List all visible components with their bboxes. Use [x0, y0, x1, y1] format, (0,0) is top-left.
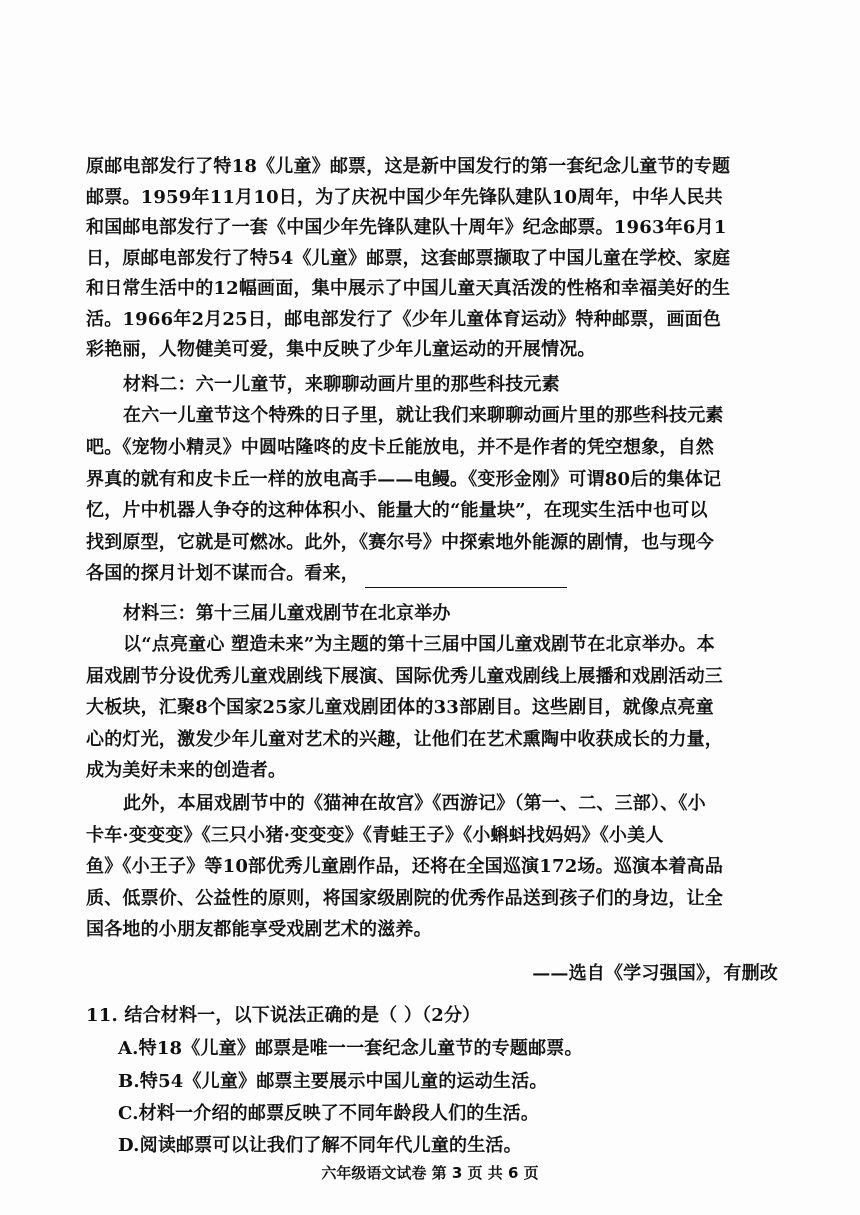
material3-line: 大板块，汇聚8个国家25家儿童戏剧团体的33部剧目。这些剧目，就像点亮童	[86, 697, 714, 718]
material1-line: 原邮电部发行了特18《儿童》邮票，这是新中国发行的第一套纪念儿童节的专题	[86, 156, 731, 177]
material2-line: 界真的就有和皮卡丘一样的放电高手——电鳗。《变形金刚》可谓80后的集体记	[86, 469, 722, 490]
material3-line: 质、低票价、公益性的原则，将国家级剧院的优秀作品送到孩子们的身边，让全	[86, 888, 723, 909]
material2-line: 忆，片中机器人争夺的这种体积小、能量大的“能量块”，在现实生活中也可以	[86, 500, 708, 521]
question-11-stem: 11. 结合材料一，以下说法正确的是（ ）（2分）	[86, 1005, 481, 1026]
option-c[interactable]: C.材料一介绍的邮票反映了不同年龄段人们的生活。	[118, 1103, 540, 1124]
material3-line: 成为美好未来的创造者。	[86, 760, 287, 781]
material1-line: 活。1966年2月25日，邮电部发行了《少年儿童体育运动》特种邮票，画面色	[86, 309, 722, 330]
option-a[interactable]: A.特18《儿童》邮票是唯一一套纪念儿童节的专题邮票。	[118, 1038, 583, 1059]
material1-line: 日，原邮电部发行了特54《儿童》邮票，这套邮票撷取了中国儿童在学校、家庭	[86, 248, 731, 269]
material3-line: 此外，本届戏剧节中的《猫神在故宫》《西游记》（第一、二、三部）、《小	[123, 793, 706, 814]
material3-line: 心的灯光，激发少年儿童对艺术的兴趣，让他们在艺术熏陶中收获成长的力量，	[86, 729, 723, 750]
material2-last-line	[86, 560, 776, 588]
material3-line: 卡车·变变变》《三只小猪·变变变》《青蛙王子》《小蝌蚪找妈妈》《小美人	[86, 825, 664, 846]
material3-line: 国各地的小朋友都能享受戏剧艺术的滋养。	[86, 919, 432, 940]
material2-line: 在六一儿童节这个特殊的日子里，就让我们来聊聊动画片里的那些科技元素	[123, 405, 724, 426]
option-b[interactable]: B.特54《儿童》邮票主要展示中国儿童的运动生活。	[118, 1071, 548, 1092]
material3-line: 鱼》《小王子》等10部优秀儿童剧作品，还将在全国巡演172场。巡演本着高品	[86, 856, 724, 877]
material3-line: 届戏剧节分设优秀儿童戏剧线下展演、国际优秀儿童戏剧线上展播和戏剧活动三	[86, 666, 723, 687]
material3-heading: 材料三：第十三届儿童戏剧节在北京举办	[123, 603, 451, 624]
option-d[interactable]: D.阅读邮票可以让我们了解不同年代儿童的生活。	[118, 1135, 522, 1156]
material1-line: 和日常生活中的12幅画面，集中展示了中国儿童天真活泼的性格和幸福美好的生	[86, 278, 731, 299]
material1-line: 和国邮电部发行了一套《中国少年先锋队建队十周年》纪念邮票。1963年6月1	[86, 217, 727, 238]
answer-blank[interactable]	[365, 569, 567, 588]
material2-line: 找到原型，它就是可燃冰。此外，《赛尔号》中探索地外能源的剧情，也与现今	[86, 532, 714, 553]
page-footer: 六年级语文试卷 第 3 页 共 6 页	[321, 1164, 539, 1182]
material3-line: 以“点亮童心 塑造未来”为主题的第十三届中国儿童戏剧节在北京举办。本	[123, 634, 715, 655]
material1-line: 彩艳丽，人物健美可爱，集中反映了少年儿童运动的开展情况。	[86, 339, 596, 360]
source-citation: ——选自《学习强国》，有删改	[532, 963, 778, 984]
material2-heading: 材料二：六一儿童节，来聊聊动画片里的那些科技元素	[123, 374, 560, 395]
material1-line: 邮票。1959年11月10日，为了庆祝中国少年先锋队建队10周年，中华人民共	[86, 187, 723, 208]
material2-line: 各国的探月计划不谋而合。看来，	[86, 563, 359, 584]
material2-line: 吧。《宠物小精灵》中圆咕隆咚的皮卡丘能放电，并不是作者的凭空想象，自然	[86, 437, 714, 458]
